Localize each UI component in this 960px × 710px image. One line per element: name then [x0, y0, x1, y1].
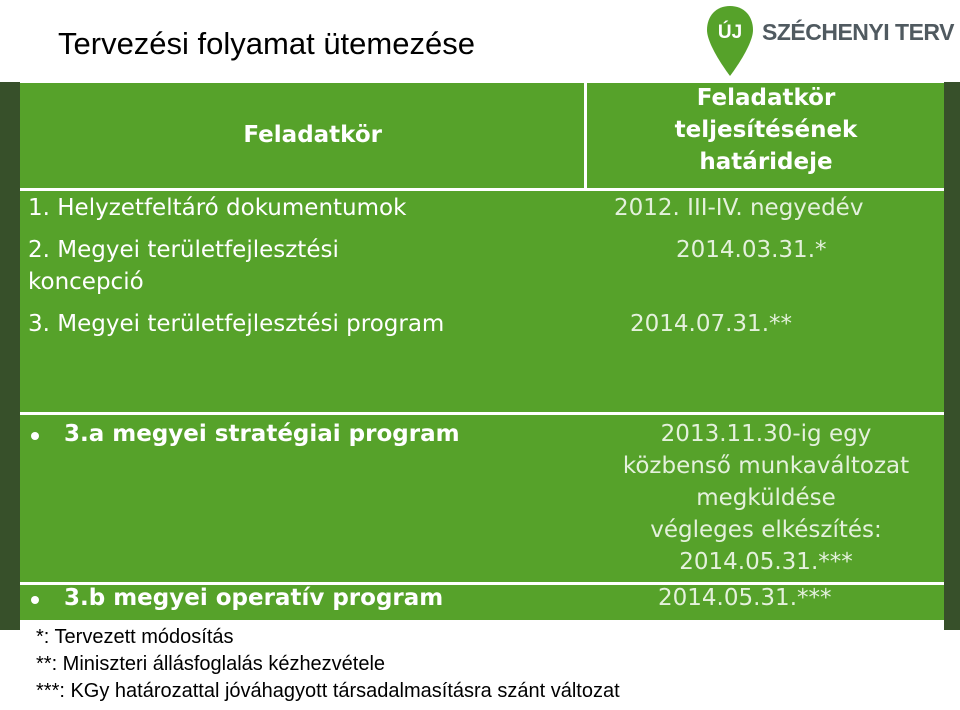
- svg-text:ÚJ: ÚJ: [717, 22, 743, 43]
- header-deadline-line: teljesítésének: [674, 117, 858, 143]
- schedule-table: [20, 80, 944, 620]
- left-band: [0, 82, 20, 630]
- row2-task: [28, 234, 339, 298]
- row1-deadline: 2012. III-IV. negyedév: [614, 195, 864, 221]
- map-pin-icon: [704, 4, 756, 80]
- row4-deadline-line: végleges elkészítés:: [650, 517, 882, 543]
- row4-deadline-line: megküldése: [696, 485, 836, 511]
- szechenyi-terv-logo: [704, 4, 954, 80]
- row2-task-line: 2. Megyei területfejlesztési: [28, 237, 339, 263]
- header-task: Feladatkör: [243, 122, 382, 148]
- footnote: *: Tervezett módosítás: [36, 626, 234, 648]
- bullet-icon: [31, 596, 39, 604]
- row4-task: 3.a megyei stratégiai program: [64, 421, 460, 447]
- footnote: ***: KGy határozattal jóváhagyott társadalmasításra szánt változat: [36, 680, 620, 702]
- row-divider: [20, 412, 944, 415]
- row1-task: 1. Helyzetfeltáró dokumentumok: [28, 195, 407, 221]
- row5-deadline: 2014.05.31.***: [658, 585, 832, 611]
- right-band: [944, 82, 960, 630]
- header-deadline-line: határideje: [699, 149, 833, 175]
- column-divider: [584, 80, 587, 190]
- row5-task: 3.b megyei operatív program: [64, 585, 444, 611]
- page-title: Tervezési folyamat ütemezése: [58, 26, 475, 61]
- logo-text: SZÉCHENYI TERV: [762, 19, 954, 45]
- row3-task: 3. Megyei területfejlesztési program: [28, 311, 445, 337]
- footnotes: [36, 624, 620, 705]
- row2-task-line: koncepció: [28, 269, 144, 295]
- row3-deadline: 2014.07.31.**: [630, 311, 792, 337]
- row4-deadline-line: közbenső munkaváltozat: [622, 453, 910, 479]
- row4-deadline-line: 2014.05.31.***: [679, 549, 853, 575]
- row4-deadline-line: 2013.11.30-ig egy: [660, 421, 872, 447]
- row4-deadline: [588, 418, 944, 578]
- bullet-icon: [31, 432, 39, 440]
- header-deadline-cell: [588, 82, 944, 178]
- footnote: **: Miniszteri állásfoglalás kézhezvétele: [36, 653, 386, 675]
- row2-deadline: 2014.03.31.*: [676, 237, 827, 263]
- row-divider: [20, 188, 944, 191]
- header-deadline-line: Feladatkör: [696, 85, 836, 111]
